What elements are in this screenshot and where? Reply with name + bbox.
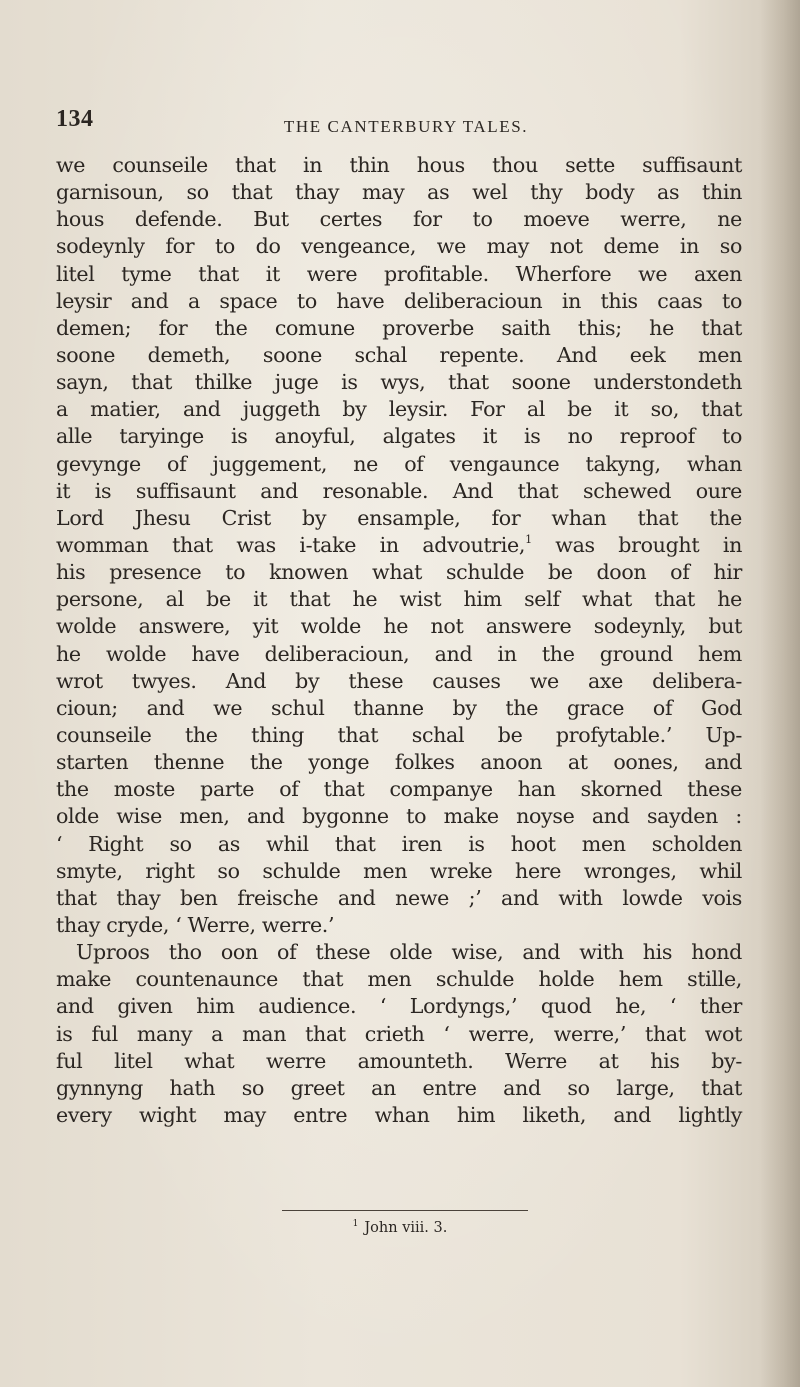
text-line: counseile the thing that schal be profytable.’ Up- [56, 722, 742, 747]
text-line: every wight may entre whan him liketh, and lightly [56, 1102, 742, 1127]
text-line: his presence to knowen what schulde be doon of hir [56, 560, 742, 585]
text-line: ful litel what werre amounteth. Werre at his by- [56, 1048, 742, 1073]
page-number: 134 [56, 106, 94, 132]
text-line: make countenaunce that men schulde holde hem stille, [56, 967, 742, 992]
text-line: cioun; and we schul thanne by the grace of God [56, 695, 742, 720]
text-line: leysir and a space to have deliberacioun in this caas to [56, 288, 742, 313]
text-line: olde wise men, and bygonne to make noyse and sayden : [56, 804, 742, 829]
footnote [0, 1220, 800, 1236]
text-line: garnisoun, so that thay may as wel thy body as thin [56, 180, 742, 205]
text-line: sayn, that thilke juge is wys, that soone understondeth [56, 370, 742, 395]
text-line: litel tyme that it were profitable. Wherfore we axen [56, 261, 742, 286]
text-line: is ful many a man that crieth ‘ werre, werre,’ that wot [56, 1021, 742, 1046]
text-segment: was brought in [531, 532, 742, 557]
text-line: we counseile that in thin hous thou sette suffisaunt [56, 153, 742, 177]
text-line: it is suffisaunt and resonable. And that schewed oure [56, 478, 742, 503]
text-line: smyte, right so schulde men wreke here wronges, whil [56, 858, 742, 883]
text-line: demen; for the comune proverbe saith this; he that [56, 315, 742, 340]
text-line: soone demeth, soone schal repente. And eek men [56, 342, 742, 367]
text-line: persone, al be it that he wist him self what that he [56, 587, 742, 612]
text-line: alle taryinge is anoyful, algates it is no reproof to [56, 424, 742, 449]
running-title: THE CANTERBURY TALES. [283, 117, 529, 136]
text-line-with-footnote [56, 532, 742, 559]
text-line: hous defende. But certes for to moeve werre, ne [56, 207, 742, 232]
text-line: ‘ Right so as whil that iren is hoot men scholden [56, 831, 742, 856]
page-header [56, 106, 756, 146]
footnote-marker: 1 [352, 1219, 359, 1229]
text-line: sodeynly for to do vengeance, we may not deme in so [56, 234, 742, 259]
text-segment: womman that was i-take in advoutrie, [56, 532, 526, 557]
text-line: wolde answere, yit wolde he not answere sodeynly, but [56, 614, 742, 639]
text-line: gynnyng hath so greet an entre and so large, that [56, 1075, 742, 1100]
text-line: starten thenne the yonge folkes anoon at oones, and [56, 750, 742, 775]
text-line: he wolde have deliberacioun, and in the ground hem [56, 641, 742, 666]
text-line: Uproos tho oon of these olde wise, and with his hond [76, 940, 742, 965]
text-line: Lord Jhesu Crist by ensample, for whan that the [56, 505, 742, 530]
body-text [56, 152, 742, 1129]
text-line: wrot twyes. And by these causes we axe delibera- [56, 668, 742, 693]
text-line: the moste parte of that companye han skorned these [56, 777, 742, 802]
text-line: thay cryde, ‘ Werre, werre.’ [56, 912, 335, 937]
footnote-rule [282, 1210, 528, 1211]
footnote-text: John viii. 3. [364, 1220, 448, 1236]
text-line: a matier, and juggeth by leysir. For al be it so, that [56, 397, 742, 422]
text-line: and given him audience. ‘ Lordyngs,’ quod he, ‘ ther [56, 994, 742, 1019]
text-line: that thay ben freische and newe ;’ and with lowde vois [56, 885, 742, 910]
page-gutter-shadow [760, 0, 800, 1387]
footnote-reference: 1 [525, 532, 532, 546]
text-line: gevynge of juggement, ne of vengaunce takyng, whan [56, 451, 742, 476]
